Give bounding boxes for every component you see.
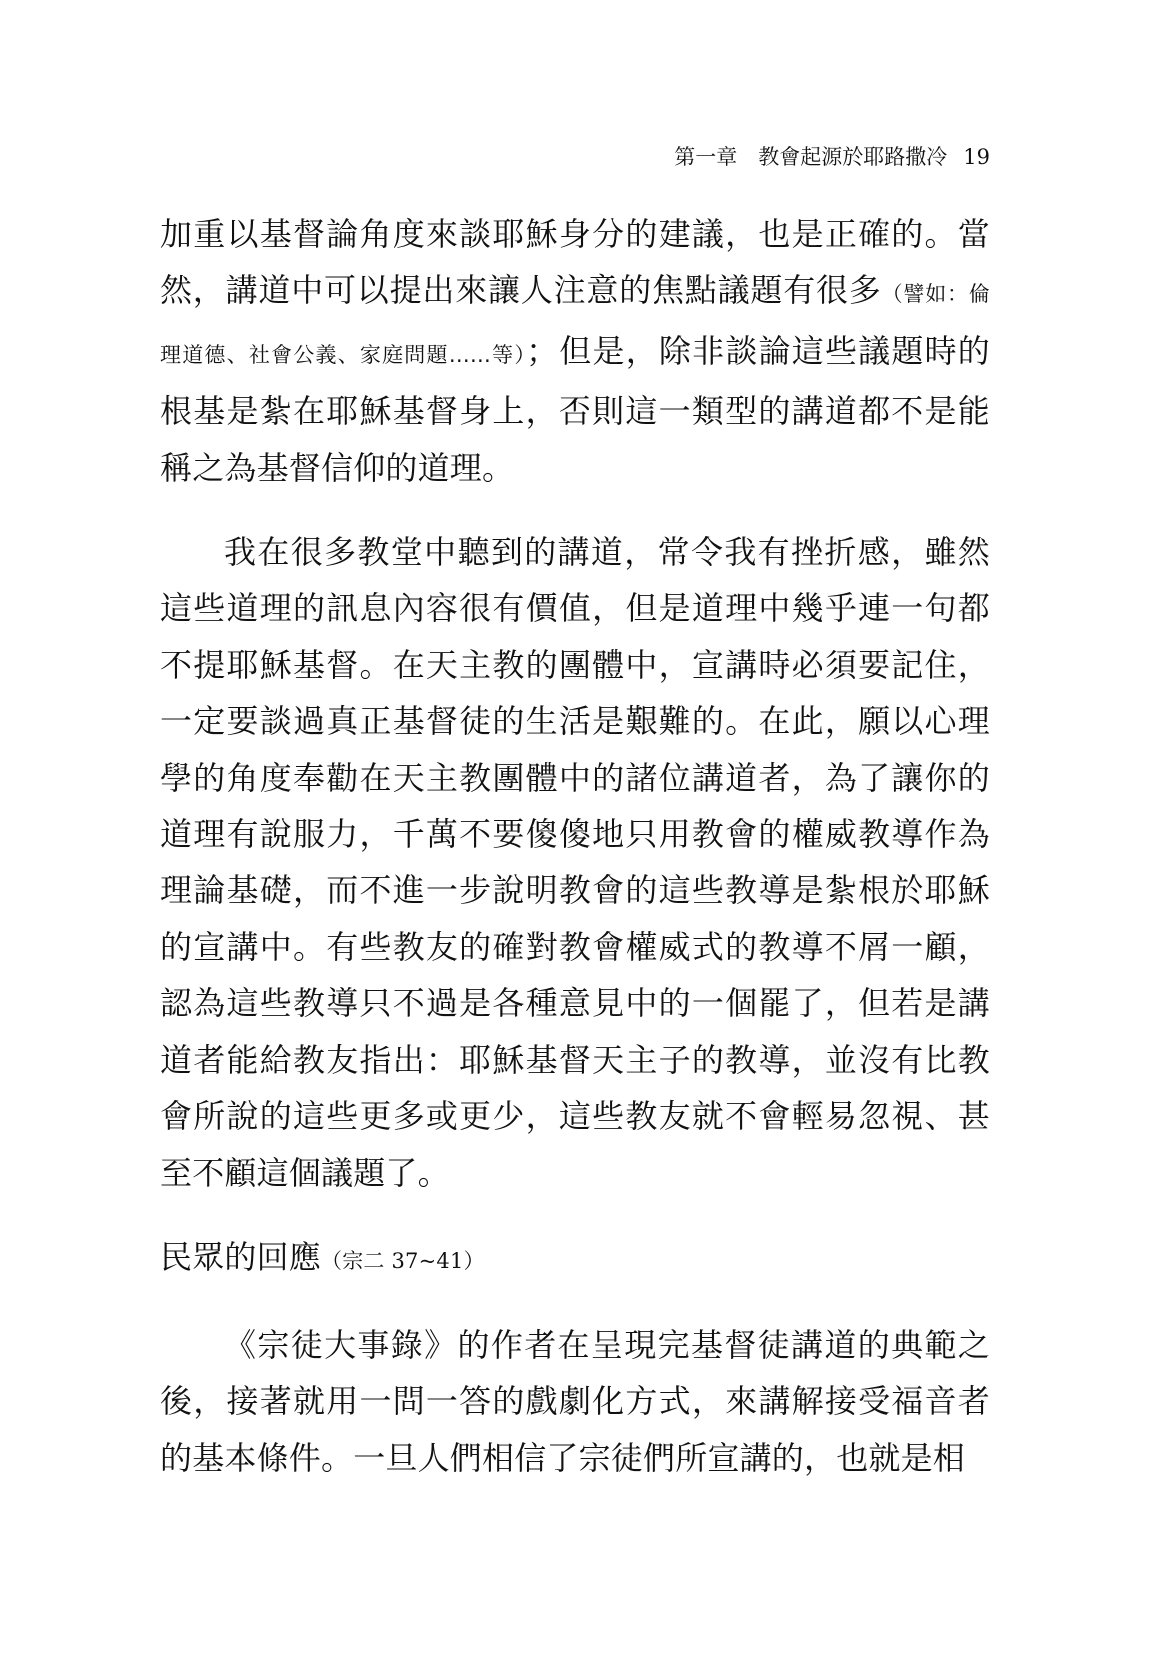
section-title: 民眾的回應 — [160, 1237, 322, 1276]
page-body — [160, 206, 990, 1486]
paragraph-3: 《宗徒大事錄》的作者在呈現完基督徒講道的典範之後，接著就用一問一答的戲劇化方式，來講解接受福音者的基本條件。一旦人們相信了宗徒們所宣講的，也就是相 — [160, 1325, 990, 1477]
page-number: 19 — [963, 145, 990, 169]
paragraph-2: 我在很多教堂中聽到的講道，常令我有挫折感，雖然這些道理的訊息內容很有價值，但是道理中幾乎連一句都不提耶穌基督。在天主教的團體中，宣講時必須要記住，一定要談過真正基督徒的生活是艱難的。在此，願以心理學的角度奉勸在天主教團體中的諸位講道者，為了讓你的道理有說服力，千萬不要傻傻地只用教會的權威教導作為理論基礎，而不進一步說明教會的這些教導是紮根於耶穌的宣講中。有些教友的確對教會權威式的教導不屑一顧，認為這些教導只不過是各種意見中的一個罷了，但若是講道者能給教友指出：耶穌基督天主子的教導，並沒有比教會所說的這些更多或更少，這些教友就不會輕易忽視、甚至不顧這個議題了。 — [160, 533, 990, 1192]
section-reference: （宗二 37~41） — [321, 1248, 485, 1273]
paragraph-1-text-b: ；但是，除非談論這些議題時的根基是紮在耶穌基督身上，否則這一類型的講道都不是能稱之為基督信仰的道理。 — [160, 331, 990, 487]
chapter-title: 第一章 教會起源於耶路撒冷 — [674, 145, 948, 169]
paragraph-1-text-a: 加重以基督論角度來談耶穌身分的建議，也是正確的。當然，講道中可以提出來讓人注意的焦點議題有很多 — [160, 215, 990, 310]
running-header — [160, 143, 990, 171]
paragraph-1 — [160, 206, 990, 496]
paragraph-1-note: （譬如：倫理道德、社會公義、家庭問題……等） — [160, 282, 991, 367]
section-heading — [160, 1229, 990, 1289]
